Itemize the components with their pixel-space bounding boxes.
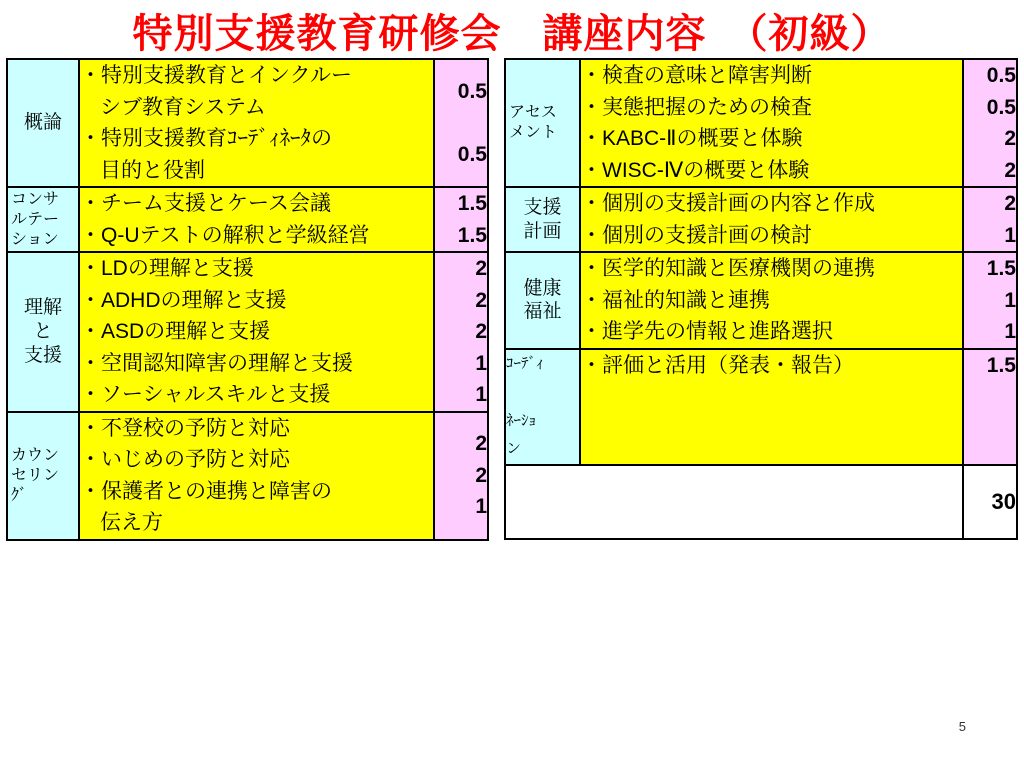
category-cell <box>505 252 580 349</box>
category-cell <box>505 59 580 187</box>
item-text: ・保護者との連携と障害の <box>80 479 332 503</box>
category-line: ルテー <box>11 210 60 228</box>
category-line: セリン <box>11 466 60 484</box>
blank-cell <box>505 465 963 539</box>
left-table-container <box>6 58 489 541</box>
category-line: コンサ <box>11 190 60 208</box>
value-spacer <box>435 107 487 139</box>
item-subtext: 目的と役割 <box>100 158 205 182</box>
category-line: ﾈｰｼｮ <box>506 411 537 429</box>
items-cell <box>580 252 963 349</box>
list-item: ・不登校の予防と対応 <box>80 416 290 440</box>
category-line: ｸﾞ <box>11 486 28 504</box>
category-cell <box>7 187 79 252</box>
category-cell <box>505 187 580 252</box>
table-row <box>7 59 488 187</box>
table-row <box>505 349 1017 465</box>
list-item: ・ソーシャルスキルと支援 <box>80 383 331 406</box>
table-row <box>505 59 1017 187</box>
right-table <box>504 58 1018 540</box>
value: 1 <box>1004 320 1016 343</box>
value: 0.5 <box>986 64 1016 87</box>
item-text: ・特別支援教育ｺｰﾃﾞｨﾈｰﾀの <box>80 127 332 150</box>
list-item: ・WISC-Ⅳの概要と体験 <box>581 158 810 182</box>
item-subtext: シブ教育システム <box>100 95 266 119</box>
list-item: ・検査の意味と障害判断 <box>581 64 812 87</box>
value: 1.5 <box>986 257 1016 280</box>
items-cell <box>79 252 434 412</box>
value: 1 <box>1004 288 1016 312</box>
value: 1 <box>1004 223 1016 247</box>
values-cell <box>963 59 1017 187</box>
list-item: ・個別の支援計画の検討 <box>581 223 812 247</box>
list-item: ・空間認知障害の理解と支援 <box>80 351 353 375</box>
category-cell <box>7 59 79 187</box>
value: 2 <box>1004 127 1016 150</box>
items-cell <box>79 59 434 187</box>
right-table-container <box>504 58 1018 540</box>
items-cell <box>580 187 963 252</box>
value: 1.5 <box>457 192 487 215</box>
list-item <box>80 476 433 539</box>
table-row <box>7 252 488 412</box>
value: 0.5 <box>457 79 487 103</box>
category-line: 理解 <box>23 297 62 319</box>
values-cell <box>963 187 1017 252</box>
value: 2 <box>475 257 487 280</box>
value: 1 <box>475 495 487 519</box>
left-table <box>6 58 489 541</box>
category-line: 支援 <box>23 344 62 366</box>
list-item: ・進学先の情報と進路選択 <box>581 320 833 343</box>
category-cell <box>7 412 79 540</box>
value: 1 <box>475 351 487 375</box>
value: 2 <box>475 463 487 487</box>
category-line: 福祉 <box>523 301 562 323</box>
values-cell <box>963 252 1017 349</box>
category-line: 計画 <box>523 220 562 242</box>
value: 2 <box>1004 158 1016 182</box>
values-cell <box>434 412 488 540</box>
category-line-spacer <box>506 383 510 400</box>
value: 1.5 <box>457 223 487 247</box>
list-item: ・福祉的知識と連携 <box>581 288 770 312</box>
category-line: アセス <box>509 104 557 121</box>
total-cell: 30 <box>963 465 1017 539</box>
table-row <box>7 412 488 540</box>
value: 2 <box>1004 192 1016 215</box>
values-cell <box>963 349 1017 465</box>
table-row <box>505 252 1017 349</box>
table-row <box>7 187 488 252</box>
page-title: 特別支援教育研修会 講座内容 （初級） <box>132 12 892 56</box>
items-cell <box>580 349 963 465</box>
value: 2 <box>475 288 487 312</box>
page-number: 5 <box>958 719 966 734</box>
table-row <box>505 187 1017 252</box>
value: 0.5 <box>986 95 1016 119</box>
value: 1.5 <box>986 353 1016 377</box>
list-item: ・実態把握のための検査 <box>581 95 812 119</box>
list-item: ・ASDの理解と支援 <box>80 320 271 343</box>
category-line: 支援 <box>523 196 562 218</box>
items-cell <box>79 412 434 540</box>
category-cell <box>505 349 580 465</box>
value: 0.5 <box>457 142 487 166</box>
category-line: ン <box>506 440 522 457</box>
list-item: ・Q-Uテストの解釈と学級経営 <box>80 223 370 247</box>
values-cell <box>434 187 488 252</box>
items-cell <box>580 59 963 187</box>
value: 1 <box>475 383 487 406</box>
value: 2 <box>475 320 487 343</box>
table-row-total <box>505 465 1017 539</box>
list-item: ・ADHDの理解と支援 <box>80 288 287 312</box>
list-item: ・評価と活用（発表・報告） <box>581 353 854 377</box>
category-line: カウン <box>11 446 60 464</box>
list-item: ・医学的知識と医療機関の連携 <box>581 257 875 280</box>
items-cell <box>79 187 434 252</box>
category-line: 健康 <box>523 277 562 299</box>
list-item: ・個別の支援計画の内容と作成 <box>581 192 875 215</box>
value: 2 <box>475 432 487 456</box>
item-text: ・特別支援教育とインクルー <box>80 64 352 87</box>
values-cell <box>434 252 488 412</box>
list-item <box>80 60 433 123</box>
category-line: と <box>33 320 53 342</box>
values-cell <box>434 59 488 187</box>
category-cell <box>7 252 79 412</box>
category-line: ｺｰﾃﾞｨ <box>506 354 544 372</box>
list-item: ・いじめの予防と対応 <box>80 448 290 471</box>
item-subtext: 伝え方 <box>100 511 163 534</box>
category-line: メント <box>509 124 558 141</box>
category-line: ション <box>11 230 59 248</box>
list-item: ・LDの理解と支援 <box>80 257 254 280</box>
list-item <box>80 123 433 186</box>
category-label: 概論 <box>23 112 62 134</box>
list-item: ・チーム支援とケース会議 <box>80 192 331 215</box>
list-item: ・KABC-Ⅱの概要と体験 <box>581 127 803 150</box>
